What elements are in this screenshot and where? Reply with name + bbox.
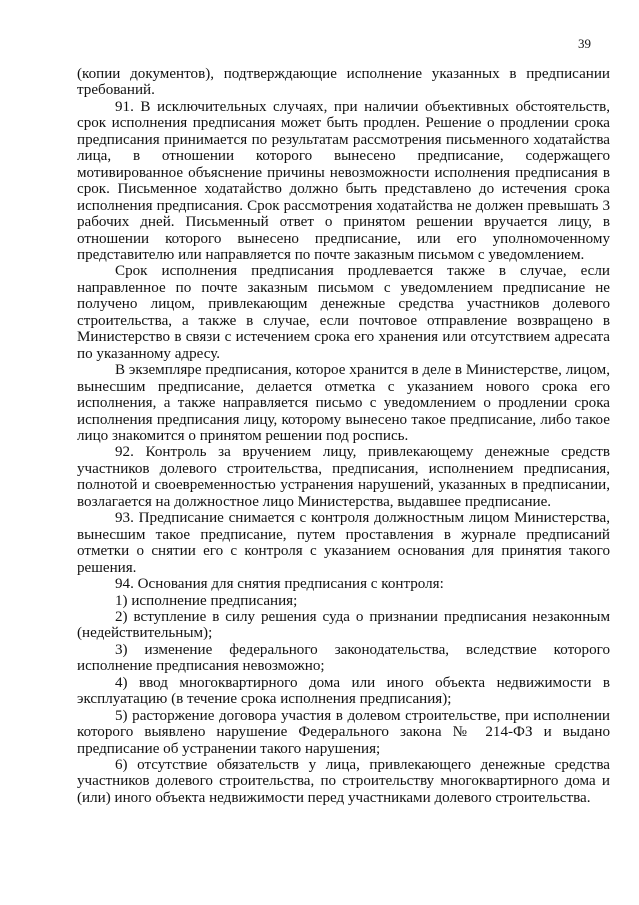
- paragraph-93: 93. Предписание снимается с контроля должностным лицом Министерства, вынесшим такое предписание, путем проставления в журнале предписаний отметки о снятии его с контроля с указанием основания для принятия такого решения.: [77, 510, 610, 576]
- paragraph-extension-by-mail: Срок исполнения предписания продлевается также в случае, если направленное по почте заказным письмом с уведомлением предписание не получено лицом, привлекающим денежные средства участников долевого строительства, а также в случае, если почтовое отправление возвращено в Министерство в связи с истечением срока его хранения или отсутствием адресата по указанному адресу.: [77, 263, 610, 362]
- list-item-4: 4) ввод многоквартирного дома или иного объекта недвижимости в эксплуатацию (в течение срока исполнения предписания);: [77, 674, 610, 708]
- paragraph-continuation: (копии документов), подтверждающие исполнение указанных в предписании требований.: [77, 66, 610, 99]
- list-item-2: 2) вступление в силу решения суда о признании предписания незаконным (недействительным);: [77, 608, 610, 642]
- document-body: [77, 66, 610, 806]
- list-item-3: 3) изменение федерального законодательства, вследствие которого исполнение предписания невозможно;: [77, 641, 610, 675]
- page-number: 39: [578, 36, 591, 51]
- list-item-6: 6) отсутствие обязательств у лица, привлекающего денежные средства участников долевого строительства, по строительству многоквартирного дома и (или) иного объекта недвижимости перед участниками долевого строительства.: [77, 757, 610, 806]
- paragraph-94: 94. Основания для снятия предписания с контроля:: [115, 576, 444, 593]
- paragraph-copy-mark: В экземпляре предписания, которое хранится в деле в Министерстве, лицом, вынесшим предписание, делается отметка с указанием нового срока его исполнения, а также направляется письмо с уведомлением о продлении срока исполнения предписания лицу, которому вынесено такое предписание, либо такое лицо знакомится о принятом решении под роспись.: [77, 362, 610, 444]
- list-item-1: 1) исполнение предписания;: [115, 592, 298, 609]
- list-item-5: 5) расторжение договора участия в долевом строительстве, при исполнении которого выявлено нарушение Федерального закона № 214-ФЗ и выдано предписание об устранении такого нарушения;: [77, 707, 610, 757]
- paragraph-92: 92. Контроль за вручением лицу, привлекающему денежные средств участников долевого строительства, предписания, исполнением предписания, полнотой и своевременностью устранения нарушений, указанных в предписании, возлагается на должностное лицо Министерства, выдавшее предписание.: [77, 444, 610, 510]
- paragraph-91: 91. В исключительных случаях, при наличии объективных обстоятельств, срок исполнения предписания может быть продлен. Решение о продлении срока предписания принимается по результатам рассмотрения письменного ходатайства лица, в отношении которого вынесено предписание, содержащего мотивированное объяснение причины невозможности исполнения предписания в срок. Письменное ходатайство должно быть представлено до истечения срока исполнения предписания. Срок рассмотрения ходатайства не должен превышать 3 рабочих дней. Письменный ответ о принятом решении вручается лицу, в отношении которого вынесено предписание, или его уполномоченному представителю или направляется по почте заказным письмом с уведомлением.: [77, 98, 610, 263]
